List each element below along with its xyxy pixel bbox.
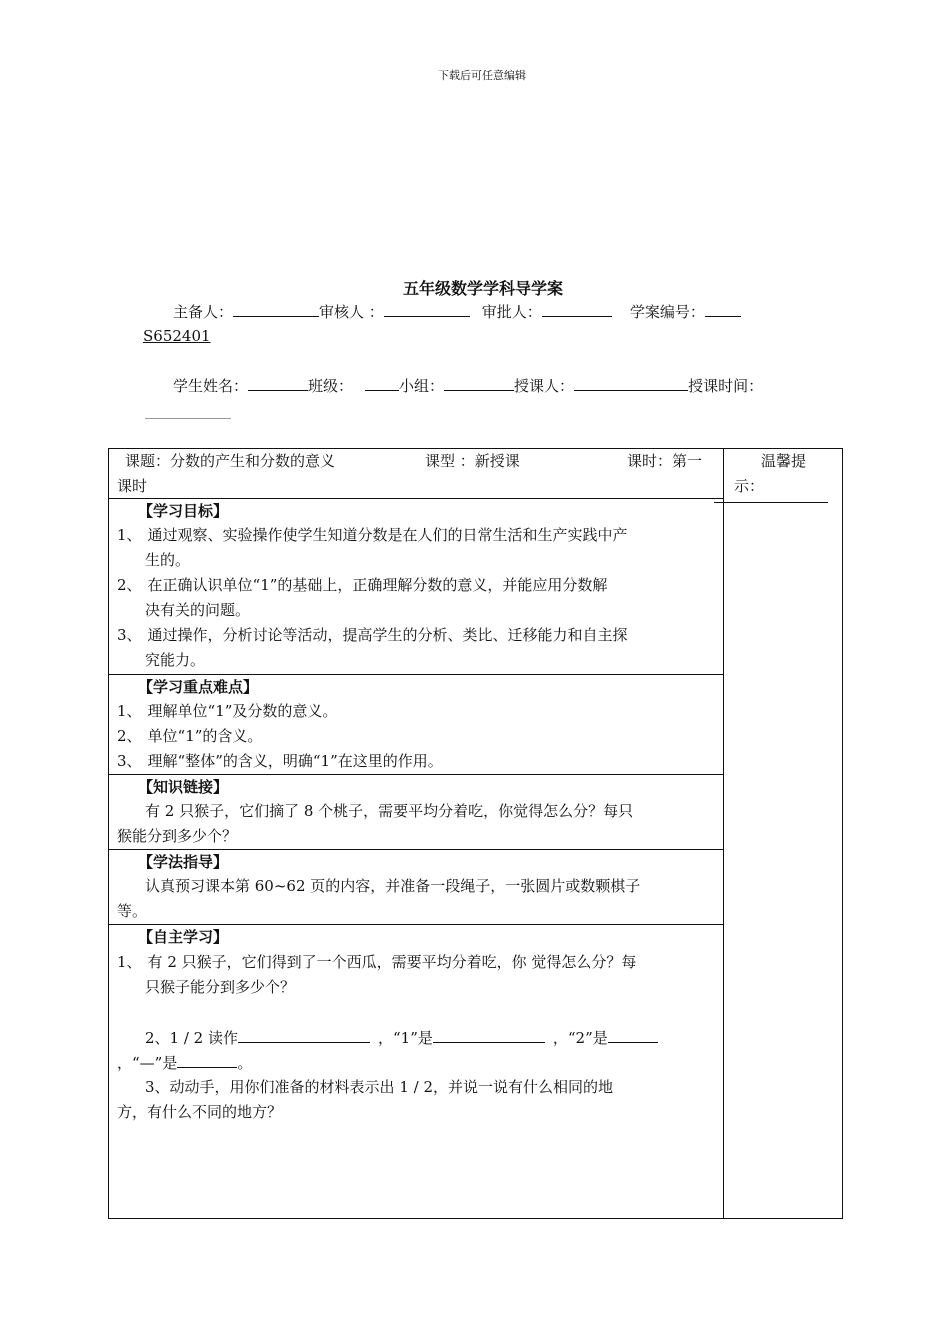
period-cell-cont: 课时: [117, 477, 148, 495]
period-cell: 课时：第一: [627, 452, 703, 470]
key-heading: 【学习重点难点】: [138, 678, 259, 696]
tip-heading: 温馨提: [761, 452, 807, 470]
numerator-field[interactable]: [433, 1025, 545, 1043]
goal-item-cont: 决有关的问题。: [145, 601, 251, 619]
key-item: 2、 单位“1”的含义。: [117, 727, 263, 745]
method-text: 认真预习课本第 60~62 页的内容，并准备一段绳子，一张圆片或数颗棋子: [145, 877, 641, 895]
self-q1: 1、 有 2 只猴子，它们得到了一个西瓜，需要平均分着吃，你 觉得怎么分？每: [117, 953, 637, 971]
meta-row-2: [173, 373, 763, 399]
goal-item-cont: 究能力。: [145, 651, 206, 669]
table-left-border: [108, 448, 109, 1219]
approver-label: 审批人：: [481, 303, 542, 321]
link-text-cont: 猴能分到多少个？: [117, 827, 238, 845]
case-no-value: S652401: [143, 327, 211, 345]
time-label: 授课时间：: [688, 377, 764, 395]
tip-heading-cont: 示：: [734, 477, 765, 495]
header-note: 下载后可任意编辑: [438, 69, 526, 82]
group-label: 小组：: [399, 377, 445, 395]
read-as-field[interactable]: [238, 1025, 370, 1043]
chief-field[interactable]: [233, 299, 319, 317]
table-right-border: [842, 448, 843, 1219]
method-text-cont: 等。: [117, 902, 148, 920]
class-field[interactable]: [365, 373, 399, 391]
reviewer-field[interactable]: [384, 299, 470, 317]
method-heading: 【学法指导】: [138, 853, 229, 871]
goals-heading: 【学习目标】: [138, 502, 229, 520]
goal-item: 3、 通过操作，分析讨论等活动，提高学生的分析、类比、迁移能力和自主探: [117, 626, 628, 644]
key-item: 3、 理解“整体”的含义，明确“1”在这里的作用。: [117, 752, 443, 770]
page-title: 五年级数学学科导学案: [403, 279, 564, 298]
self-q3-cont: 方，有什么不同的地方？: [117, 1103, 283, 1121]
tip-underline: [714, 502, 828, 503]
denominator-field[interactable]: [608, 1025, 658, 1043]
teacher-field[interactable]: [574, 373, 688, 391]
reviewer-label: 审核人 ：: [319, 303, 384, 321]
goal-item: 2、 在正确认识单位“1”的基础上，正确理解分数的意义，并能应用分数解: [117, 576, 608, 594]
self-heading: 【自主学习】: [138, 928, 229, 946]
case-no-field[interactable]: [705, 299, 741, 317]
goal-item: 1、 通过观察、实验操作使学生知道分数是在人们的日常生活和生产实践中产: [117, 526, 628, 544]
self-q2-cont: ，“—”是 。: [117, 1050, 252, 1076]
self-q1-cont: 只猴子能分到多少个？: [145, 978, 296, 996]
table-column-divider: [723, 448, 724, 1219]
teacher-label: 授课人：: [514, 377, 575, 395]
fraction-bar-field[interactable]: [177, 1050, 237, 1068]
group-field[interactable]: [444, 373, 514, 391]
link-text: 有 2 只猴子，它们摘了 8 个桃子，需要平均分着吃，你觉得怎么分？每只: [145, 802, 634, 820]
key-item: 1、 理解单位“1”及分数的意义。: [117, 702, 338, 720]
approver-field[interactable]: [542, 299, 612, 317]
topic-cell: 课题：分数的产生和分数的意义: [125, 452, 336, 470]
case-no-label: 学案编号：: [629, 303, 705, 321]
class-label: 班级：: [308, 377, 354, 395]
self-q2: 2、1 / 2 读作 ，“1”是 ，“2”是: [145, 1025, 658, 1051]
meta-row-1: [173, 299, 741, 325]
lesson-type-cell: 课型 ：新授课: [425, 452, 520, 470]
self-q3: 3、动动手，用你们准备的材料表示出 1 / 2，并说一说有什么相同的地: [145, 1078, 613, 1096]
chief-label: 主备人：: [173, 303, 234, 321]
link-heading: 【知识链接】: [138, 778, 229, 796]
table-bottom-border: [108, 1218, 843, 1219]
time-field[interactable]: [145, 418, 231, 419]
student-field[interactable]: [248, 373, 308, 391]
student-label: 学生姓名：: [173, 377, 249, 395]
goal-item-cont: 生的。: [145, 551, 191, 569]
